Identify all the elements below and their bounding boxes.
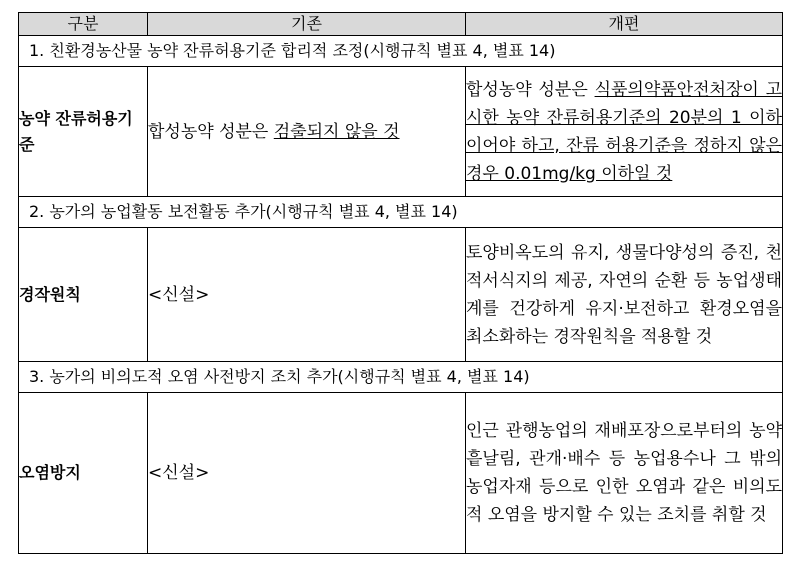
row-label: 농약 잔류허용기준 [19, 67, 148, 197]
section-title: 2. 농가의 농업활동 보전활동 추가(시행규칙 별표 4, 별표 14) [19, 197, 783, 228]
revised-underlined-text: 식품의약품안전처장이 고시한 농약 잔류허용기준의 20분의 1 이하이어야 하고, 잔류 허용기준을 정하지 않은 경우 0.01mg/kg 이하일 것 [466, 79, 783, 184]
table-row [19, 393, 783, 554]
revised-cell [466, 67, 783, 197]
revised-cell: 토양비옥도의 유지, 생물다양성의 증진, 천적서식지의 제공, 자연의 순환 등 농업생태계를 건강하게 유지·보전하고 환경오염을 최소화하는 경작원칙을 적용할 것 [466, 228, 783, 362]
existing-cell: <신설> [148, 393, 466, 554]
existing-cell [148, 67, 466, 197]
existing-text: 합성농약 성분은 [148, 121, 274, 142]
row-label: 경작원칙 [19, 228, 148, 362]
section-title-row [19, 362, 783, 393]
section-title: 3. 농가의 비의도적 오염 사전방지 조치 추가(시행규칙 별표 4, 별표 14) [19, 362, 783, 393]
header-existing: 기존 [148, 13, 466, 36]
existing-underlined-text: 검출되지 않을 것 [273, 121, 400, 142]
existing-cell: <신설> [148, 228, 466, 362]
revised-text: 합성농약 성분은 [466, 79, 595, 100]
header-category: 구분 [19, 13, 148, 36]
revised-cell: 인근 관행농업의 재배포장으로부터의 농약 흩날림, 관개·배수 등 농업용수나 그 밖의 농업자재 등으로 인한 오염과 같은 비의도적 오염을 방지할 수 있는 조치를 취할 것 [466, 393, 783, 554]
header-row [19, 13, 783, 36]
section-title-row [19, 36, 783, 67]
header-revised: 개편 [466, 13, 783, 36]
comparison-table [18, 12, 783, 554]
section-title-row [19, 197, 783, 228]
table-row [19, 67, 783, 197]
section-title: 1. 친환경농산물 농약 잔류허용기준 합리적 조정(시행규칙 별표 4, 별표 14) [19, 36, 783, 67]
row-label: 오염방지 [19, 393, 148, 554]
table-row [19, 228, 783, 362]
